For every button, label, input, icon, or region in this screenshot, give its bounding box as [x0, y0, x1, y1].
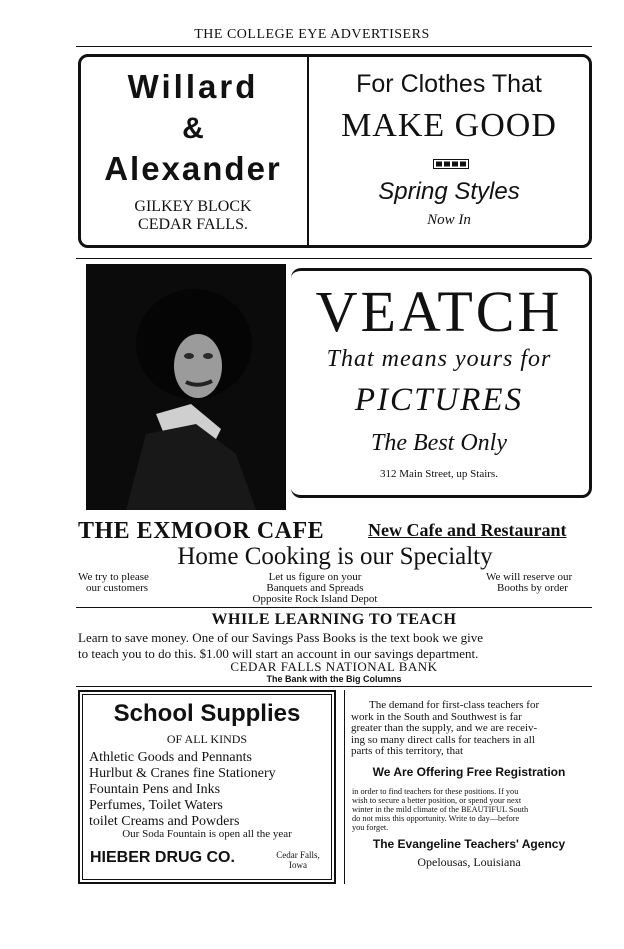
agency-para2-line: winter in the mild climate of the BEAUTIFUL South: [352, 805, 529, 814]
bank-tagline: The Bank with the Big Columns: [266, 674, 402, 684]
clothes-make-good: MAKE GOOD: [341, 107, 557, 144]
drug-city: [266, 850, 330, 870]
drug-items-list: [89, 750, 276, 830]
drug-fountain-note: Our Soda Fountain is open all the year: [122, 828, 292, 840]
drug-item: Athletic Goods and Pennants: [89, 750, 252, 765]
agency-para1-line: work in the South and Southwest is far: [351, 710, 522, 723]
agency-para1: [351, 700, 589, 758]
exmoor-specialty: Home Cooking is our Specialty: [177, 543, 493, 570]
agency-name: The Evangeline Teachers' Agency: [372, 837, 566, 851]
drug-city-line1: Cedar Falls,: [276, 850, 320, 860]
exmoor-subhead: New Cafe and Restaurant: [368, 520, 567, 540]
willard-name: Willard: [127, 68, 259, 105]
agency-para1-line: The demand for first-class teachers for: [369, 699, 540, 711]
clothes-spring-styles: Spring Styles: [378, 178, 520, 205]
clothes-line1: For Clothes That: [356, 70, 542, 98]
bank-body-line1: Learn to save money. One of our Savings Pass Books is the text book we give: [78, 630, 483, 645]
alexander-name: Alexander: [104, 150, 282, 187]
agency-para2-line: do not miss this opportunity. Write to day—before: [352, 814, 520, 823]
bank-heading: WHILE LEARNING TO TEACH: [211, 611, 457, 628]
willard-address-line2: CEDAR FALLS.: [138, 216, 248, 233]
agency-para1-line: greater than the supply, and we are receiv-: [351, 722, 538, 734]
bank-name: CEDAR FALLS NATIONAL BANK: [230, 659, 438, 674]
header-rule: [76, 46, 592, 47]
agency-para2-line: you forget.: [352, 823, 389, 832]
veatch-tagline: That means yours for: [326, 346, 552, 372]
willard-address-line1: GILKEY BLOCK: [134, 198, 252, 215]
veatch-best-only: The Best Only: [371, 430, 507, 456]
agency-para2: [352, 787, 588, 832]
exmoor-col2-line3: Opposite Rock Island Depot: [252, 593, 378, 605]
clothes-now-in: Now In: [427, 212, 471, 228]
ornament-icon: [433, 156, 469, 174]
page-header-title: THE COLLEGE EYE ADVERTISERS: [194, 27, 430, 42]
drug-item: Fountain Pens and Inks: [89, 782, 221, 797]
exmoor-col1-line1: We try to please: [78, 571, 149, 583]
top-ad-divider: [307, 57, 309, 245]
drug-item: Perfumes, Toilet Waters: [89, 798, 223, 813]
bank-body-line2: to teach you to do this. $1.00 will start an account in our savings department.: [78, 646, 479, 661]
agency-para2-line: wish to secure a better position, or spend your next: [352, 796, 522, 805]
exmoor-name: THE EXMOOR CAFE: [78, 518, 325, 544]
section-rule-1: [76, 258, 592, 259]
portrait-photo: [86, 264, 286, 510]
drug-city-line2: Iowa: [289, 860, 307, 870]
exmoor-col1-line2: our customers: [86, 582, 149, 594]
agency-para2-line: in order to find teachers for these positions. If you: [352, 787, 519, 796]
drug-store-name: HIEBER DRUG CO.: [90, 849, 235, 866]
exmoor-col2-line1: Let us figure on your: [268, 571, 362, 583]
agency-divider: [344, 690, 345, 884]
exmoor-col2-line2: Banquets and Spreads: [266, 582, 364, 594]
drug-item: Hurlbut & Cranes fine Stationery: [89, 766, 276, 781]
exmoor-col3-line1: We will reserve our: [486, 571, 573, 583]
veatch-pictures: PICTURES: [354, 382, 524, 418]
agency-para1-line: ing so many direct calls for teachers in all: [351, 733, 535, 746]
agency-heading: We Are Offering Free Registration: [372, 765, 566, 779]
section-rule-2: [76, 607, 592, 608]
exmoor-col3-line2: Booths by order: [497, 582, 568, 594]
drug-item: toilet Creams and Powders: [89, 814, 240, 829]
veatch-address: 312 Main Street, up Stairs.: [380, 468, 498, 480]
ampersand: &: [182, 112, 204, 145]
section-rule-3: [76, 686, 592, 687]
agency-city: Opelousas, Louisiana: [417, 855, 521, 869]
drug-subtitle: OF ALL KINDS: [166, 732, 248, 746]
veatch-name: VEATCH: [315, 279, 563, 344]
agency-para1-line: parts of this territory, that: [351, 745, 464, 757]
drug-title: School Supplies: [113, 700, 301, 727]
